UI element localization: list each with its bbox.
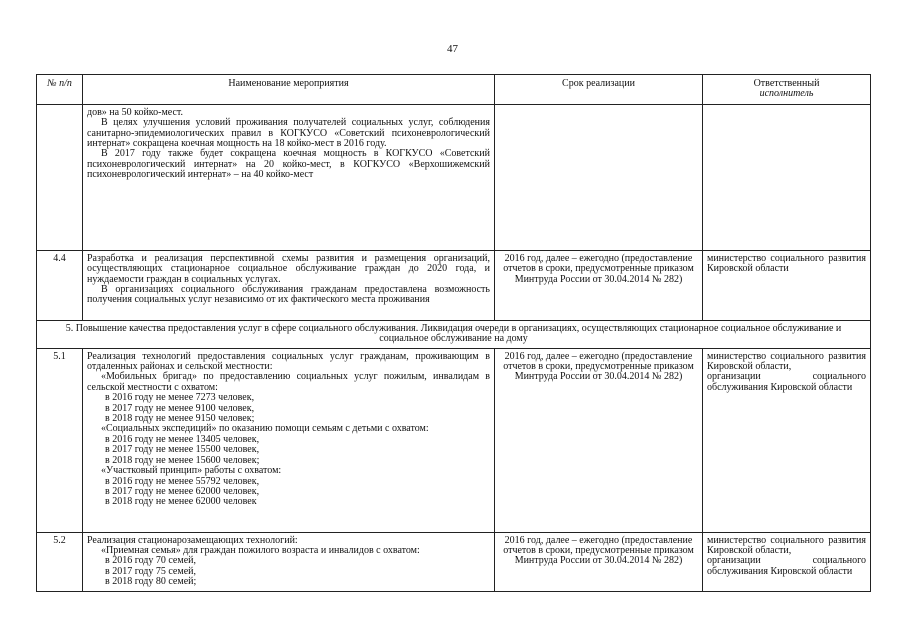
responsible-text: министерство социального развития Кировской области,: [707, 350, 866, 373]
list-item: в 2017 году не менее 15500 человек,: [105, 444, 260, 456]
list-item: в 2016 году не менее 7273 человек,: [105, 392, 255, 404]
event-text: Разработка и реализация перспективной схемы развития и размещения организаций, осуществляющих стационарное социальное обслуживание граждан до 2020 года, и нуждаемости граждан в социальных услугах.: [87, 252, 490, 285]
term-cell: 2016 год, далее – ежегодно (предоставление отчетов в сроки, предусмотренные приказом Минтруда России от 30.04.2014 № 282): [495, 532, 703, 591]
responsible-text: организации социального обслуживания Кировской области: [707, 555, 866, 577]
row-number: 5.1: [37, 348, 83, 532]
responsible-cell: [703, 348, 871, 532]
event-text: Реализация технологий предоставления социальных услуг гражданам, проживающим в отдаленных районах и сельской местности:: [87, 350, 490, 373]
responsible-text: министерство социального развития Кировской области,: [707, 534, 866, 557]
header-event: Наименование мероприятия: [83, 75, 495, 105]
header-term: Срок реализации: [495, 75, 703, 105]
list-item: в 2018 году не менее 15600 человек;: [105, 454, 260, 466]
list-item: в 2018 году 80 семей;: [105, 576, 197, 588]
page-number: 47: [447, 43, 458, 55]
responsible-text: министерство социального развития Кировской области: [707, 252, 866, 275]
event-cell: [83, 348, 495, 532]
responsible-text: организации социального обслуживания Кировской области: [707, 371, 866, 393]
term-cell: [495, 104, 703, 250]
event-text: «Участковый принцип» работы с охватом:: [101, 465, 282, 477]
table-row: [37, 104, 871, 250]
table-header-row: [37, 75, 871, 105]
list-item: в 2016 году не менее 13405 человек,: [105, 433, 260, 445]
event-text: В целях улучшения условий проживания получателей социальных услуг, соблюдения санитарно-эпидемиологических правил в КОГКУСО «Советский психоневрологический интернат» сокращена коечная мощность на 18 койко-мест в 2016 году.: [87, 117, 490, 150]
row-number: 5.2: [37, 532, 83, 591]
event-text: В 2017 году также будет сокращена коечная мощность в КОГКУСО «Советский психоневрологический интернат» на 20 койко-мест, в КОГКУСО «Верхошижемский психоневрологический интернат» – на 40 койко-мест: [87, 148, 490, 181]
measures-table: [36, 74, 871, 592]
term-cell: 2016 год, далее – ежегодно (предоставление отчетов в сроки, предусмотренные приказом Минтруда России от 30.04.2014 № 282): [495, 348, 703, 532]
event-cell: [83, 250, 495, 320]
list-item: в 2017 году 75 семей,: [105, 565, 196, 577]
list-item: в 2018 году не менее 9150 человек;: [105, 413, 255, 425]
event-text: Реализация стационарозамещающих технологий:: [87, 534, 298, 546]
header-num: № п/п: [37, 75, 83, 105]
event-text: «Социальных экспедиций» по оказанию помощи семьям с детьми с охватом:: [101, 423, 429, 435]
table-row: [37, 348, 871, 532]
list-item: в 2016 году не менее 55792 человек,: [105, 475, 260, 487]
header-responsible-line1: Ответственный: [753, 78, 820, 89]
event-text: дов» на 50 койко-мест.: [87, 106, 184, 118]
table-row: [37, 532, 871, 591]
section-heading-row: [37, 320, 871, 348]
list-item: в 2017 году не менее 62000 человек,: [105, 485, 260, 497]
list-item: в 2017 году не менее 9100 человек,: [105, 402, 255, 414]
event-cell: [83, 104, 495, 250]
header-responsible: [703, 75, 871, 105]
responsible-cell: [703, 104, 871, 250]
row-num-cell: [37, 104, 83, 250]
list-item: в 2018 году не менее 62000 человек: [105, 496, 257, 508]
term-cell: 2016 год, далее – ежегодно (предоставление отчетов в сроки, предусмотренные приказом Минтруда России от 30.04.2014 № 282): [495, 250, 703, 320]
event-text: «Приемная семья» для граждан пожилого возраста и инвалидов с охватом:: [101, 545, 420, 557]
event-text: В организациях социального обслуживания гражданам предоставлена возможность получения социальных услуг независимо от их фактического места проживания: [87, 284, 490, 306]
event-cell: [83, 532, 495, 591]
row-number: 4.4: [37, 250, 83, 320]
responsible-cell: [703, 532, 871, 591]
table-row: [37, 250, 871, 320]
section-heading: 5. Повышение качества предоставления услуг в сфере социального обслуживания. Ликвидация очереди в организациях, осуществляющих стационарное социальное обслуживание и социальное обслуживание на дому: [37, 320, 871, 348]
event-text: «Мобильных бригад» по предоставлению социальных услуг пожилым, инвалидам в сельской местности с охватом:: [87, 371, 490, 393]
list-item: в 2016 году 70 семей,: [105, 555, 196, 567]
responsible-cell: [703, 250, 871, 320]
header-responsible-line2: исполнитель: [759, 88, 814, 100]
